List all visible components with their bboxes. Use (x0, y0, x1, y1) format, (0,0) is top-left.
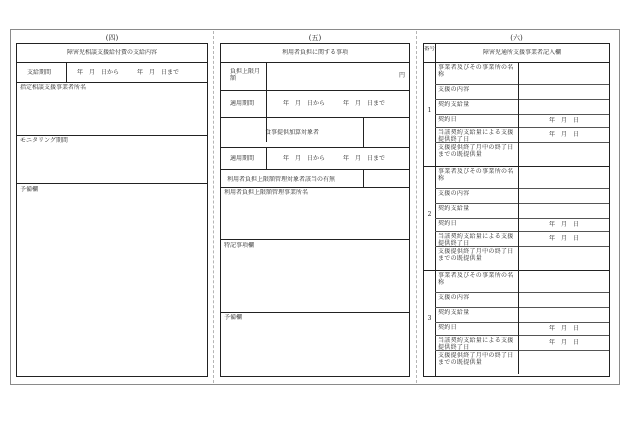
provider-row-value[interactable]: 年 月 日 (548, 221, 579, 228)
provider-row-label: 契約日 (438, 116, 457, 123)
period-label: 支給期間 (27, 69, 52, 76)
provider-row-value[interactable]: 年 月 日 (548, 339, 579, 346)
panel-support-payment (16, 43, 208, 377)
number-column-header: 番号 (424, 46, 435, 52)
provider-row-label: 事業者及びその事業所の名称 (438, 168, 514, 182)
panel-provider-entries (423, 43, 610, 377)
provider-row-label: 支援の内容 (438, 86, 470, 93)
provider-row-label: 事業者及びその事業所の名称 (438, 64, 514, 78)
provider-row-label: 契約支給量 (438, 101, 470, 108)
provider-row-label: 支援提供終了月中の終了日までの既提供量 (438, 144, 514, 158)
provider-row-label: 当該契約支給量による支援提供終了日 (438, 233, 514, 247)
notes-label: 予備欄 (20, 186, 39, 193)
fold-line (416, 31, 417, 383)
monitoring-label: モニタリング期間 (20, 137, 68, 144)
period-value[interactable]: 年 月 日から 年 月 日まで (77, 69, 180, 76)
provider-row-label: 当該契約支給量による支援提供終了日 (438, 337, 514, 351)
block-number: 2 (427, 211, 432, 218)
applied-label: 適用期間 (230, 100, 255, 107)
mgmt-label: 利用者負担上限額管理対象者該当の有無 (227, 176, 336, 183)
section-four-heading: (四) (105, 34, 119, 42)
provider-row-label: 契約支給量 (438, 309, 470, 316)
provider-row-value[interactable]: 年 月 日 (548, 131, 579, 138)
provider-row-value[interactable]: 年 月 日 (548, 235, 579, 242)
provider-row-label: 支援の内容 (438, 294, 470, 301)
provider-row-label: 支援提供終了月中の終了日までの既提供量 (438, 248, 514, 262)
provider-row-label: 当該契約支給量による支援提供終了日 (438, 129, 514, 143)
block-number: 1 (427, 107, 432, 114)
mgmt-office-label: 利用者負担上限額管理事業所名 (224, 189, 309, 196)
meal-applied-value[interactable]: 年 月 日から 年 月 日まで (283, 155, 386, 162)
provider-row-label: 事業者及びその事業所の名称 (438, 272, 514, 286)
provider-row-label: 契約日 (438, 324, 457, 331)
notes-label: 予備欄 (224, 314, 243, 321)
section-five-heading: (五) (308, 34, 322, 42)
applied-value[interactable]: 年 月 日から 年 月 日まで (283, 100, 386, 107)
panel6-header: 障害児通所支援事業者記入欄 (482, 49, 561, 56)
provider-row-label: 契約支給量 (438, 205, 470, 212)
section-six-heading: (六) (510, 34, 523, 42)
meal-applied-label: 適用期間 (230, 155, 255, 162)
panel-user-burden (220, 43, 410, 377)
provider-row-label: 契約日 (438, 220, 457, 227)
limit-unit: 円 (398, 72, 405, 79)
special-label: 特記事項欄 (224, 242, 255, 249)
provider-row-value[interactable]: 年 月 日 (548, 117, 579, 124)
fold-line (213, 31, 214, 383)
provider-row-label: 支援提供終了月中の終了日までの既提供量 (438, 352, 514, 366)
block-number: 3 (427, 315, 432, 322)
provider-row-value[interactable]: 年 月 日 (548, 325, 579, 332)
provider-label: 指定相談支援事業者所名 (20, 84, 87, 91)
panel5-header: 利用者負担に関する事項 (281, 49, 348, 56)
panel4-header: 障害児相談支援給付費の支給内容 (66, 49, 157, 56)
provider-row-label: 支援の内容 (438, 190, 470, 197)
meal-label: 食事提供加算対象者 (264, 129, 319, 136)
limit-label: 負担上限月額 (230, 68, 261, 82)
